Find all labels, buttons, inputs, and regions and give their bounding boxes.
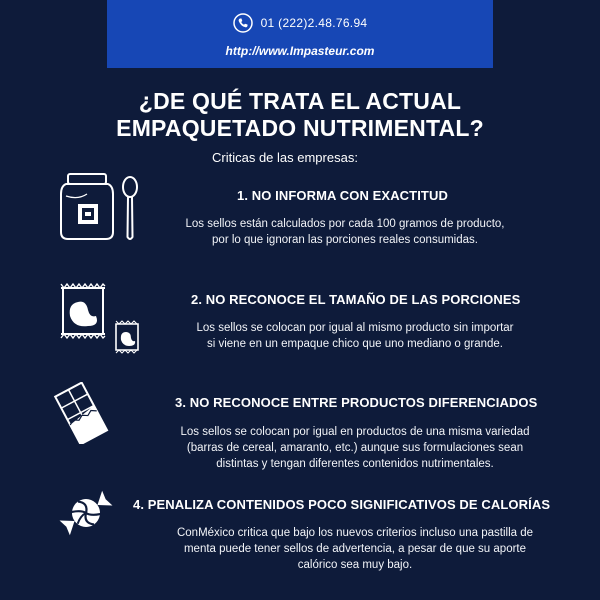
section-3-line-2: (barras de cereal, amaranto, etc.) aunque sus formulaciones sean xyxy=(186,442,524,454)
section-2-body xyxy=(155,320,555,352)
section-2-heading: 2. NO RECONOCE EL TAMAÑO DE LAS PORCIONES xyxy=(191,292,521,307)
section-4-line-3: calórico sea muy bajo. xyxy=(297,559,413,571)
phone-number[interactable]: 01 (222)2.48.76.94 xyxy=(260,16,368,30)
spoon-icon xyxy=(120,175,140,243)
jar-icon xyxy=(58,172,116,242)
contact-banner xyxy=(107,0,493,68)
section-2-line-2: si viene en un empaque chico que uno mediano o grande. xyxy=(206,338,504,350)
snack-bag-icon xyxy=(58,282,108,340)
section-3-body xyxy=(135,424,575,472)
page-title-line-1: ¿DE QUÉ TRATA EL ACTUAL xyxy=(138,88,462,114)
section-4-line-2: menta puede tener sellos de advertencia, a pesar de que su aporte xyxy=(183,543,527,555)
section-4-line-1: ConMéxico critica que bajo los nuevos criterios incluso una pastilla de xyxy=(176,527,534,539)
section-1-line-2: por lo que ignoran las porciones reales consumidas. xyxy=(212,234,478,246)
section-3-line-3: distintas y tengan diferentes contenidos nutrimentales. xyxy=(216,458,494,470)
subtitle: Criticas de las empresas: xyxy=(212,150,358,165)
mint-candy-icon xyxy=(56,482,116,544)
small-snack-bag-icon xyxy=(114,320,140,354)
section-4-heading: 4. PENALIZA CONTENIDOS POCO SIGNIFICATIVOS DE CALORÍAS xyxy=(133,497,551,512)
chocolate-bar-icon xyxy=(52,382,112,444)
section-2-line-1: Los sellos se colocan por igual al mismo producto sin importar xyxy=(196,322,514,334)
page-title-line-2: EMPAQUETADO NUTRIMENTAL? xyxy=(116,115,484,141)
phone-row xyxy=(107,13,493,33)
page-title xyxy=(0,88,600,142)
phone-icon xyxy=(233,13,253,33)
section-4-body xyxy=(130,525,580,573)
section-3-heading: 3. NO RECONOCE ENTRE PRODUCTOS DIFERENCIADOS xyxy=(175,395,538,410)
section-1-line-1: Los sellos están calculados por cada 100 gramos de producto, xyxy=(185,218,505,230)
section-1-body xyxy=(150,216,540,248)
section-1-heading: 1. NO INFORMA CON EXACTITUD xyxy=(237,188,448,203)
section-3-line-1: Los sellos se colocan por igual en productos de una misma variedad xyxy=(180,426,530,438)
website-link[interactable]: http://www.Impasteur.com xyxy=(225,44,375,58)
